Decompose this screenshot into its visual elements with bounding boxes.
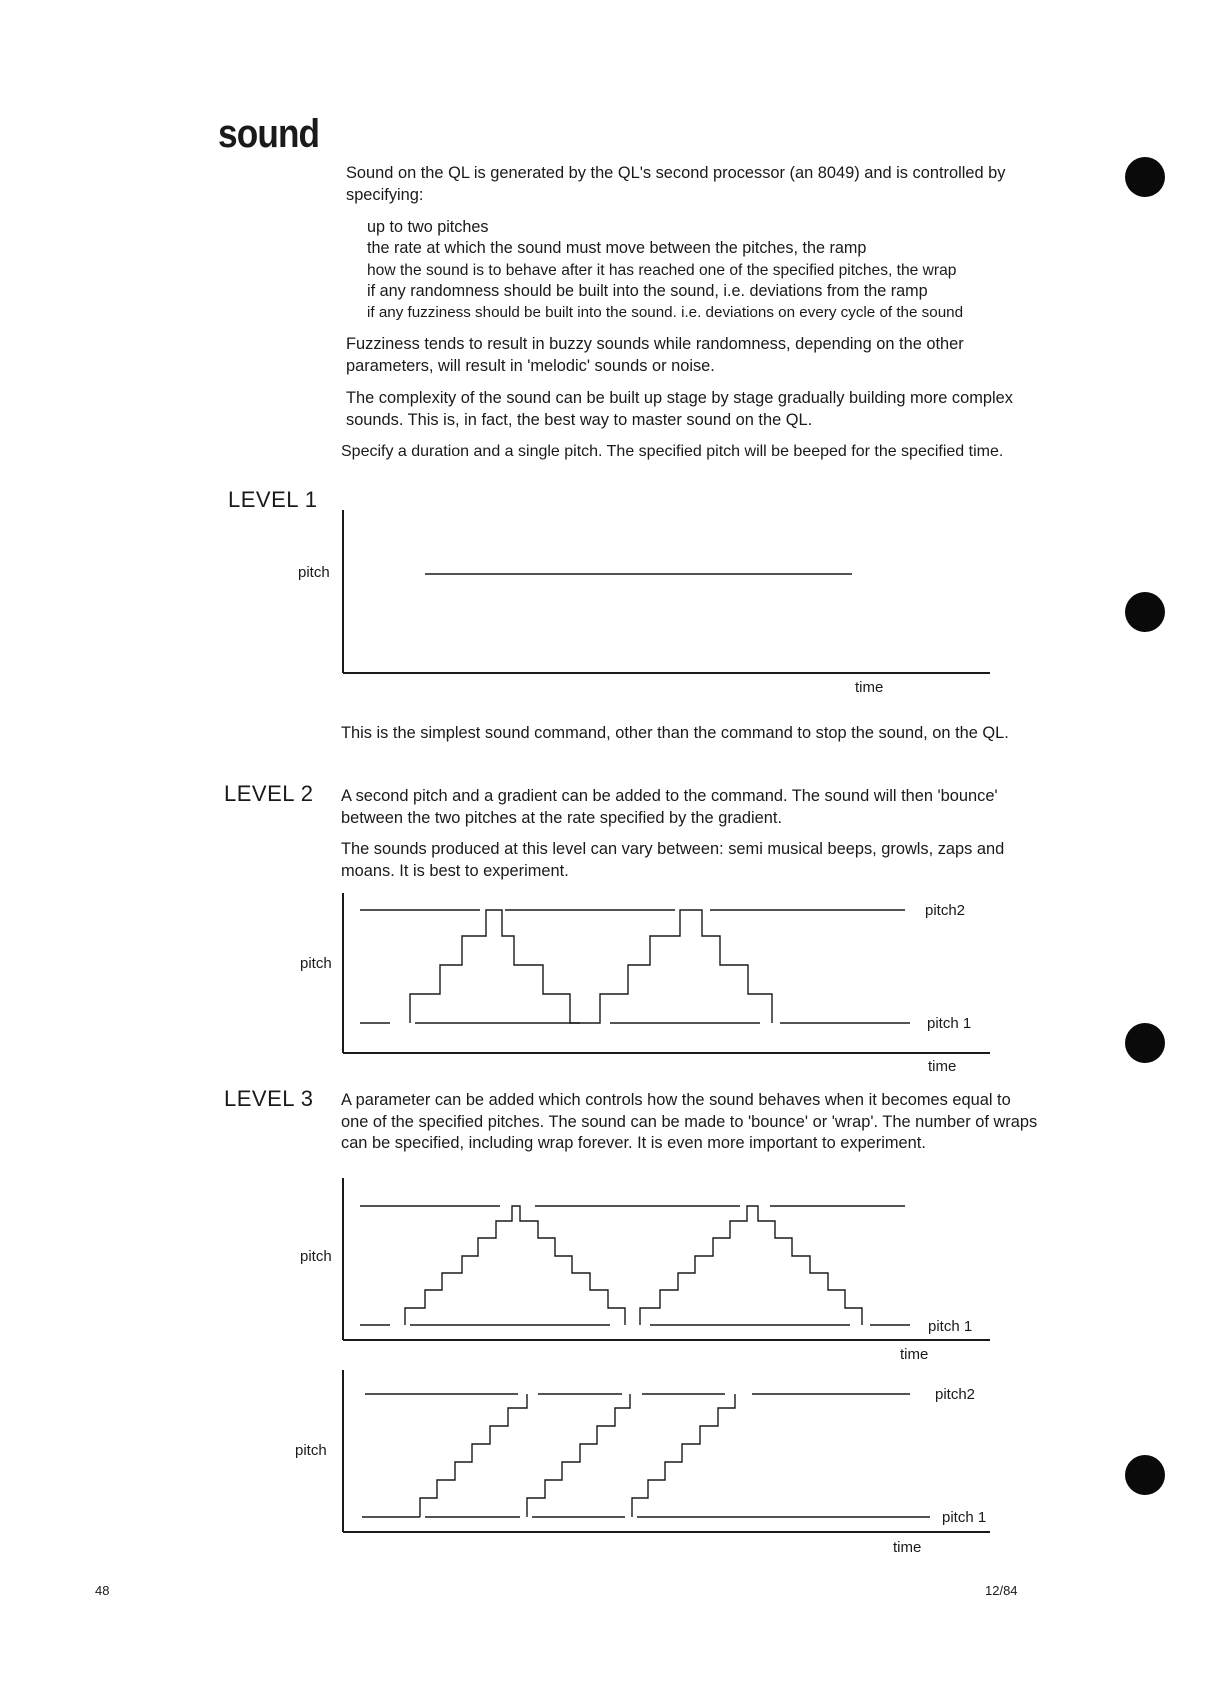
pitch-axis-label: pitch <box>298 564 330 581</box>
pitch1-label: pitch 1 <box>927 1015 972 1032</box>
page-title: sound <box>218 112 320 156</box>
pitch1-label: pitch 1 <box>928 1318 973 1335</box>
level1-after-text: This is the simplest sound command, other than the command to stop the sound, on the QL. <box>341 724 1009 742</box>
spec-list <box>367 217 1035 323</box>
level1-graph <box>290 510 1010 700</box>
level2-label: LEVEL 2 <box>224 781 314 806</box>
level3-wrap-graph <box>290 1370 1010 1560</box>
list-item: the rate at which the sound must move between the pitches, the ramp <box>367 239 867 258</box>
complexity-paragraph: The complexity of the sound can be built up stage by stage gradually building more complex sounds. This is, in fact, the best way to master sound on the QL. <box>346 389 1013 429</box>
level2-text: A second pitch and a gradient can be added to the command. The sound will then 'bounce' between the two pitches at the rate specified by the gradient. <box>341 787 998 827</box>
level3-bounce-graph <box>290 1178 1010 1368</box>
time-axis-label: time <box>928 1058 957 1075</box>
level2-graph <box>290 893 1010 1083</box>
page-number: 48 <box>95 1583 110 1598</box>
pitch-axis-label: pitch <box>295 1442 327 1459</box>
level1-label: LEVEL 1 <box>228 487 318 512</box>
intro-paragraph: Sound on the QL is generated by the QL's second processor (an 8049) and is controlled by specifying: <box>346 164 1006 204</box>
list-item: how the sound is to behave after it has reached one of the specified pitches, the wrap <box>367 261 957 279</box>
page-date: 12/84 <box>985 1583 1018 1598</box>
list-item: if any randomness should be built into the sound, i.e. deviations from the ramp <box>367 281 928 300</box>
level2-text2: The sounds produced at this level can vary between: semi musical beeps, growls, zaps and moans. It is best to experiment. <box>341 840 1005 880</box>
level3-text: A parameter can be added which controls how the sound behaves when it becomes equal to one of the specified pitches. The sound can be made to 'bounce' or 'wrap'. The number of wraps can be specified, including wrap forever. It is even more important to experiment. <box>341 1091 1038 1152</box>
fuzziness-paragraph: Fuzziness tends to result in buzzy sounds while randomness, depending on the other parameters, will result in 'melodic' sounds or noise. <box>346 335 964 375</box>
time-axis-label: time <box>900 1346 929 1363</box>
level3-label: LEVEL 3 <box>224 1086 314 1111</box>
level1-text: Specify a duration and a single pitch. The specified pitch will be beeped for the specified time. <box>341 443 1004 460</box>
binder-hole <box>1125 157 1165 197</box>
binder-hole <box>1125 592 1165 632</box>
pitch1-label: pitch 1 <box>942 1509 987 1526</box>
pitch-axis-label: pitch <box>300 955 332 972</box>
list-item: up to two pitches <box>367 218 489 236</box>
pitch2-label: pitch2 <box>935 1386 976 1403</box>
list-item: if any fuzziness should be built into the sound. i.e. deviations on every cycle of the sound <box>367 304 964 322</box>
binder-hole <box>1125 1455 1165 1495</box>
pitch2-label: pitch2 <box>925 902 966 919</box>
time-axis-label: time <box>855 679 884 696</box>
pitch-axis-label: pitch <box>300 1248 332 1265</box>
time-axis-label: time <box>893 1539 922 1556</box>
binder-hole <box>1125 1023 1165 1063</box>
